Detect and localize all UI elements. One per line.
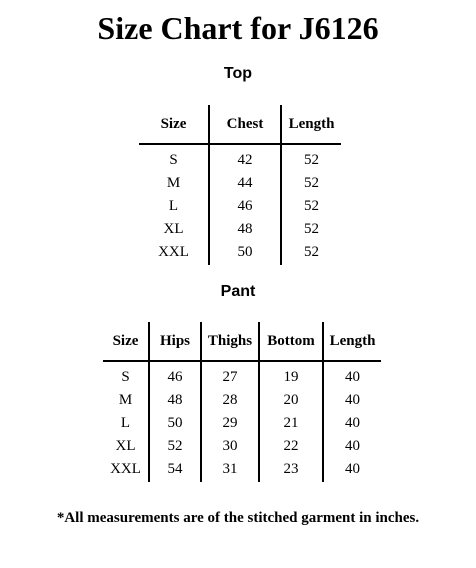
top-cell-size: XL — [163, 221, 184, 237]
pant-cell-length: 40 — [323, 458, 381, 482]
pant-section-title: Pant — [220, 283, 256, 300]
pant-cell-hips: 50 — [149, 412, 201, 435]
pant-cell-bottom: 19 — [259, 361, 323, 389]
pant-cell-hips: 54 — [149, 458, 201, 482]
pant-cell-bottom: 22 — [259, 435, 323, 458]
table-row — [103, 435, 381, 458]
table-row — [139, 195, 341, 218]
pant-cell-length: 40 — [323, 389, 381, 412]
pant-header-hips: Hips — [149, 322, 201, 361]
pant-header-size: Size — [103, 322, 149, 361]
pant-cell-size: S — [121, 369, 130, 385]
page-title: Size Chart for J6126 — [97, 10, 379, 46]
table-row — [139, 172, 341, 195]
top-cell-size: S — [169, 152, 178, 168]
top-header-size: Size — [139, 105, 209, 144]
top-cell-chest: 42 — [209, 144, 281, 172]
top-cell-chest: 48 — [209, 218, 281, 241]
top-cell-length: 52 — [281, 172, 341, 195]
pant-cell-hips: 46 — [149, 361, 201, 389]
top-cell-chest: 50 — [209, 241, 281, 265]
pant-cell-bottom: 21 — [259, 412, 323, 435]
top-cell-length: 52 — [281, 241, 341, 265]
pant-header-row — [103, 322, 381, 361]
top-cell-size: L — [168, 198, 179, 214]
pant-cell-size: XXL — [110, 461, 141, 477]
top-cell-length: 52 — [281, 218, 341, 241]
pant-cell-bottom: 23 — [259, 458, 323, 482]
pant-cell-size: M — [118, 392, 133, 408]
pant-header-length: Length — [323, 322, 381, 361]
top-header-chest: Chest — [209, 105, 281, 144]
top-cell-length: 52 — [281, 144, 341, 172]
table-row — [139, 218, 341, 241]
table-row — [103, 458, 381, 482]
top-cell-length: 52 — [281, 195, 341, 218]
pant-cell-size: L — [120, 415, 131, 431]
pant-header-thighs: Thighs — [201, 322, 259, 361]
top-cell-chest: 46 — [209, 195, 281, 218]
top-cell-size: M — [166, 175, 181, 191]
measurement-footnote: *All measurements are of the stitched garment in inches. — [56, 510, 420, 526]
table-row — [103, 389, 381, 412]
pant-cell-hips: 48 — [149, 389, 201, 412]
table-row — [103, 412, 381, 435]
pant-header-bottom: Bottom — [259, 322, 323, 361]
top-cell-chest: 44 — [209, 172, 281, 195]
top-header-length: Length — [281, 105, 341, 144]
top-section-title: Top — [223, 65, 253, 82]
pant-cell-thighs: 28 — [201, 389, 259, 412]
pant-cell-length: 40 — [323, 412, 381, 435]
pant-cell-bottom: 20 — [259, 389, 323, 412]
pant-cell-length: 40 — [323, 435, 381, 458]
top-header-row — [139, 105, 341, 144]
pant-cell-thighs: 31 — [201, 458, 259, 482]
pant-cell-length: 40 — [323, 361, 381, 389]
top-size-table — [139, 105, 341, 265]
table-row — [139, 144, 341, 172]
top-cell-size: XXL — [158, 244, 189, 260]
pant-cell-thighs: 29 — [201, 412, 259, 435]
pant-cell-hips: 52 — [149, 435, 201, 458]
table-row — [103, 361, 381, 389]
pant-cell-thighs: 30 — [201, 435, 259, 458]
pant-cell-thighs: 27 — [201, 361, 259, 389]
table-row — [139, 241, 341, 265]
pant-size-table — [103, 322, 381, 482]
pant-cell-size: XL — [115, 438, 136, 454]
